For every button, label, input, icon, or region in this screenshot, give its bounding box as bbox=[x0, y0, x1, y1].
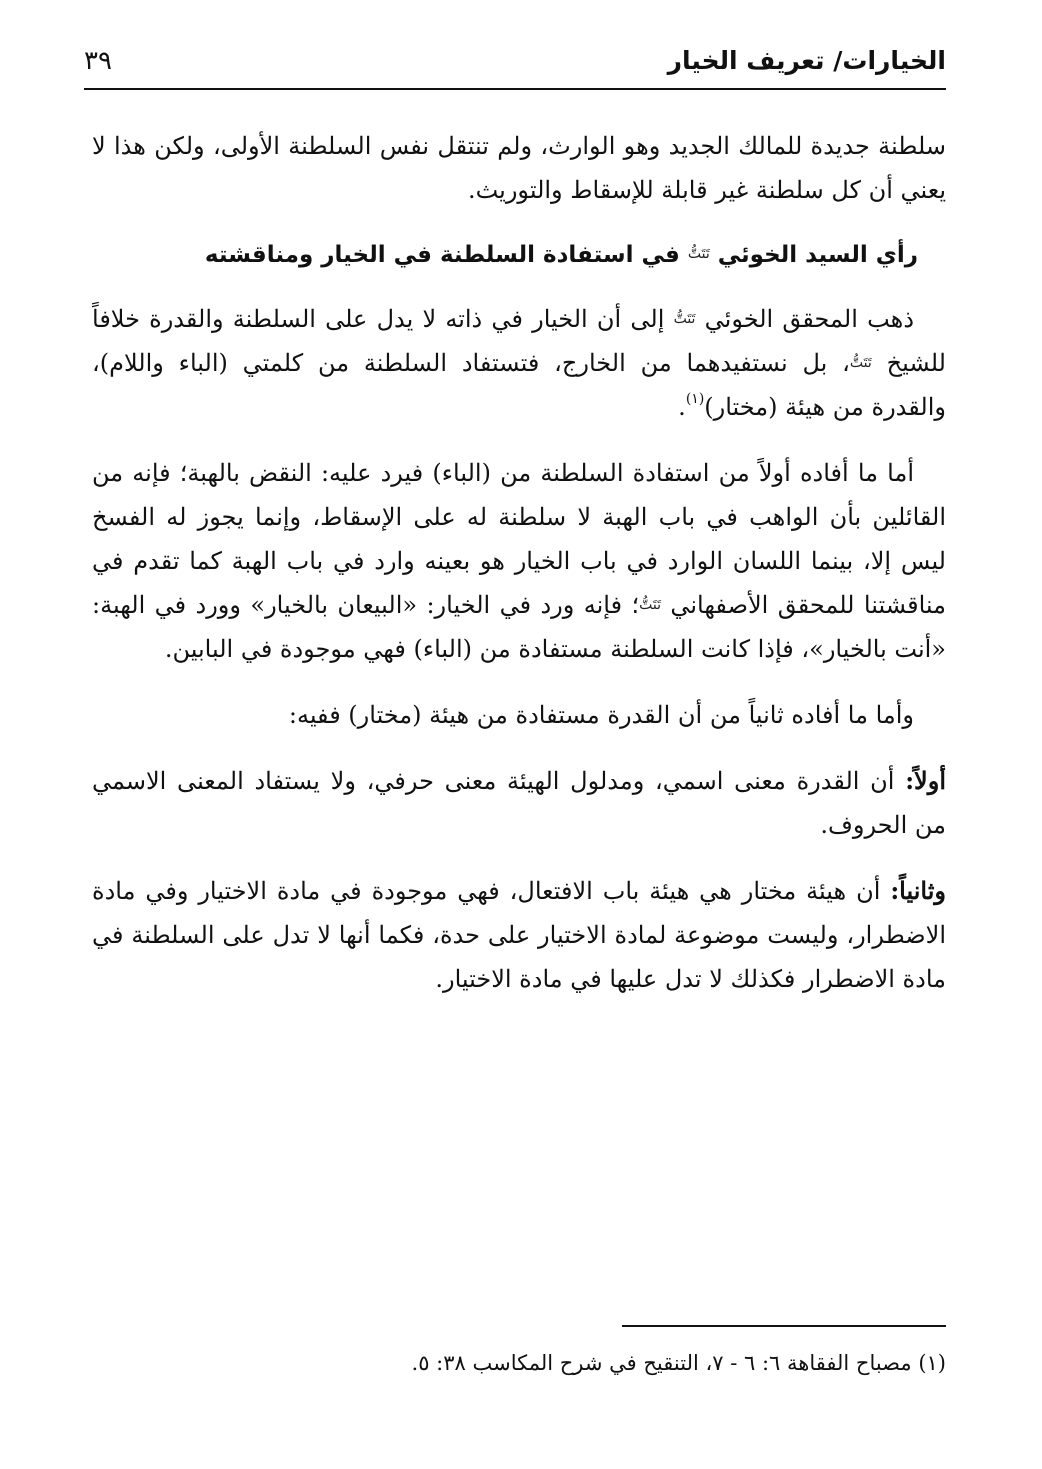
paragraph-2-part1: ذهب المحقق الخوئي bbox=[704, 305, 915, 333]
paragraph-3 bbox=[92, 451, 946, 671]
page-number: ٣٩ bbox=[84, 46, 112, 76]
paragraph-6 bbox=[92, 869, 946, 1001]
running-title: الخيارات/ تعريف الخيار bbox=[667, 46, 946, 75]
footnote-divider bbox=[622, 1325, 946, 1327]
paragraph-2-part2: إلى أن الخيار في ذاته لا يدل على السلطنة والقدرة خلافاً للشيخ bbox=[92, 305, 946, 377]
paragraph-5-text: أن القدرة معنى اسمي، ومدلول الهيئة معنى حرفي، ولا يستفاد المعنى الاسمي من الحروف. bbox=[92, 767, 946, 839]
body-text bbox=[92, 124, 946, 1023]
heading-text-start: رأي السيد الخوئي bbox=[717, 242, 918, 268]
paragraph-3-part2: ؛ فإنه ورد في الخيار: «البيعان بالخيار» وورد في الهبة: «أنت بالخيار»، فإذا كانت السلطنة مستفادة من (الباء) فهي موجودة في البابين. bbox=[92, 591, 946, 663]
footnote-reference: (١) bbox=[685, 391, 705, 407]
paragraph-2 bbox=[92, 297, 946, 429]
point-second-label: وثانياً: bbox=[890, 876, 946, 905]
point-first-label: أولاً: bbox=[905, 766, 946, 795]
paragraph-1: سلطنة جديدة للمالك الجديد وهو الوارث، ولم تنتقل نفس السلطنة الأولى، ولكن هذا لا يعني أن كل سلطنة غير قابلة للإسقاط والتوريث. bbox=[92, 132, 946, 204]
paragraph-4: وأما ما أفاده ثانياً من أن القدرة مستفادة من هيئة (مختار) ففيه: bbox=[288, 701, 914, 729]
paragraph-3-part1: أما ما أفاده أولاً من استفادة السلطنة من (الباء) فيرد عليه: النقض بالهبة؛ فإنه من القائلين بأن الواهب في باب الهبة لا سلطنة له على الإسقاط، وإنما يجوز له الفسخ ليس إلا، بينما اللسان الوارد في باب الخيار هو بعينه وارد في باب الهبة كما تقدم في مناقشتنا للمحقق الأصفهاني bbox=[92, 459, 947, 619]
honorific-symbol: تَتَتُّ bbox=[849, 355, 872, 371]
paragraph-2-end: . bbox=[678, 393, 686, 421]
paragraph-2-part3: ، بل نستفيدهما من الخارج، فتستفاد السلطنة من كلمتي (الباء واللام)، والقدرة من هيئة (مختار) bbox=[92, 349, 946, 421]
paragraph-5 bbox=[92, 759, 946, 847]
section-heading bbox=[92, 234, 946, 275]
honorific-symbol: تَتَتُّ bbox=[673, 311, 696, 327]
paragraph-6-text: أن هيئة مختار هي هيئة باب الافتعال، فهي موجودة في مادة الاختيار وفي مادة الاضطرار، وليست موضوعة لمادة الاختيار على حدة، فكما أنها لا تدل على السلطنة في مادة الاضطرار فكذلك لا تدل عليها في مادة الاختيار. bbox=[92, 877, 946, 993]
page-header bbox=[84, 40, 946, 90]
footnote-1: (١) مصباح الفقاهة ٦: ٦ - ٧، التنقيح في شرح المكاسب ٣٨: ٥. bbox=[411, 1351, 946, 1375]
honorific-symbol: تَتَتُّ bbox=[687, 246, 710, 262]
heading-text-end: في استفادة السلطنة في الخيار ومناقشته bbox=[204, 242, 680, 268]
honorific-symbol: تَتَتُّ bbox=[639, 597, 661, 613]
